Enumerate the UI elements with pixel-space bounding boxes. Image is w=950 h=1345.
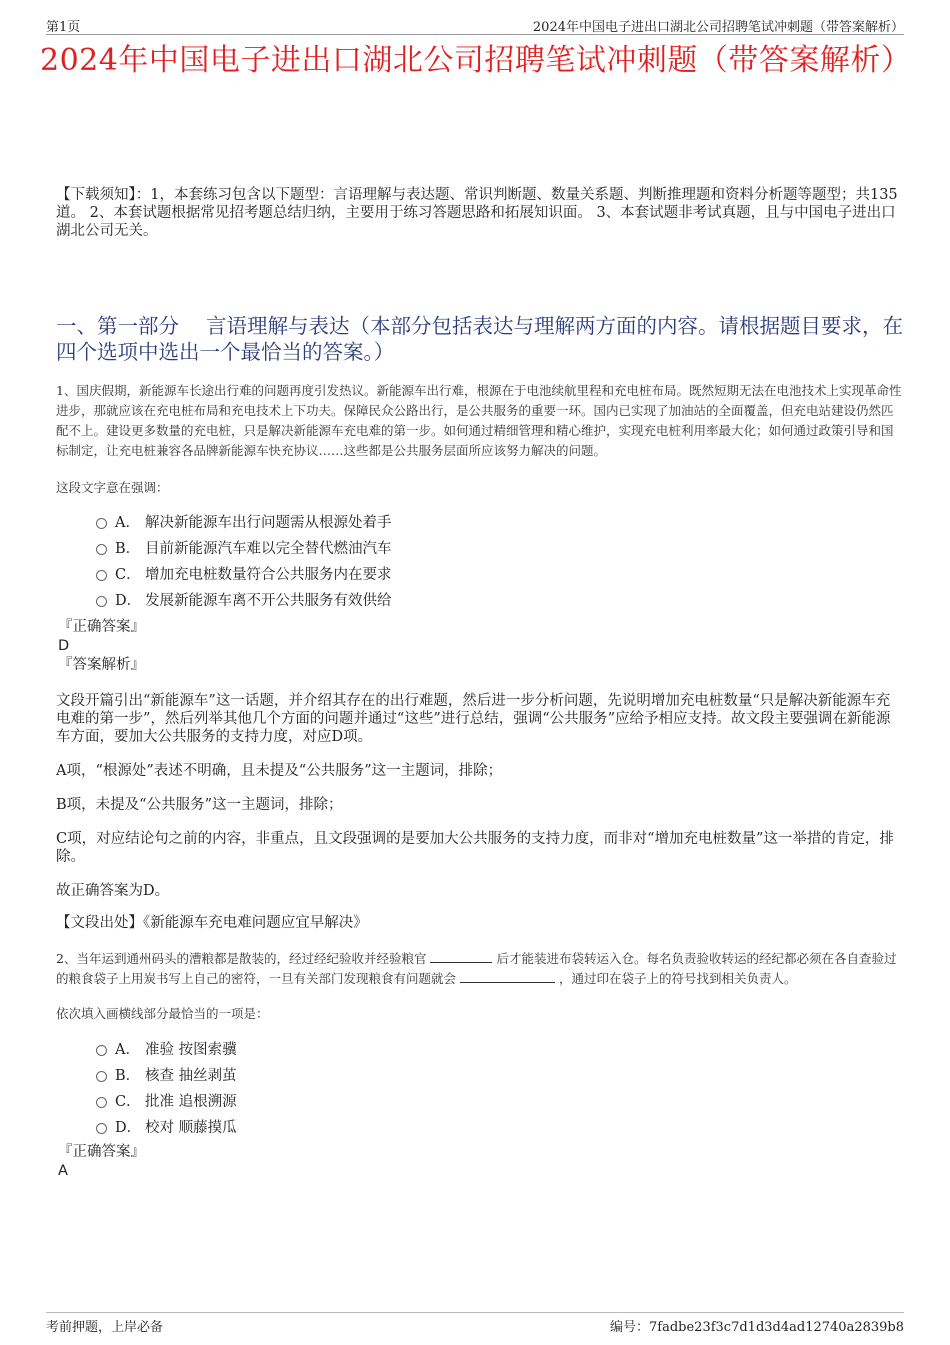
answer-value: A [58, 1163, 68, 1179]
question-2-text: 2、当年运到通州码头的漕粮都是散装的，经过经纪验收并经验粮官 后才能装进布袋转运入仓。每名负责验收转运的经纪都必须在各自查验过的粮食袋子上用炭书写上自己的密符，一旦有关部门发现粮食有问题就会 ，通过印在袋子上的符号找到相关负责人。 [56, 951, 897, 986]
radio-icon[interactable] [96, 1071, 107, 1082]
question-2-answer-block [58, 1143, 145, 1181]
question-1-option-b[interactable]: B． 目前新能源汽车难以完全替代燃油汽车 [96, 534, 392, 560]
answer-label: 『正确答案』 [58, 1144, 145, 1160]
answer-value: D [58, 638, 70, 654]
question-2-options [96, 1035, 237, 1139]
analysis-paragraph-4: C项，对应结论句之前的内容，非重点，且文段强调的是要加大公共服务的支持力度，而非对“增加充电桩数量”这一举措的肯定，排除。 [56, 831, 894, 865]
footer-slogan: 考前押题，上岸必备 [46, 1320, 164, 1335]
question-1-option-d[interactable]: D． 发展新能源车离不开公共服务有效供给 [96, 586, 392, 612]
question-2-option-d[interactable]: D． 校对 顺藤摸瓜 [96, 1113, 237, 1139]
radio-icon[interactable] [96, 1097, 107, 1108]
document-id: 编号：7fadbe23f3c7d1d3d4ad12740a2839b8 [610, 1320, 904, 1335]
question-1-options [96, 508, 392, 612]
page-footer [46, 1312, 904, 1336]
fill-blank-1[interactable] [430, 950, 492, 963]
analysis-paragraph-1: 文段开篇引出“新能源车”这一话题，并介绍其存在的出行难题，然后进一步分析问题，先说明增加充电桩数量“只是解决新能源车充电难的第一步”，然后列举其他几个方面的问题并通过“这些”进行总结，强调“公共服务”应给予相应支持。故文段主要强调在新能源车方面，要加大公共服务的支持力度，对应D项。 [56, 693, 891, 745]
question-2-option-b[interactable]: B． 核查 抽丝剥茧 [96, 1061, 237, 1087]
fill-blank-2[interactable] [460, 970, 555, 983]
question-1-option-a[interactable]: A． 解决新能源车出行问题需从根源处着手 [96, 508, 392, 534]
radio-icon[interactable] [96, 544, 107, 555]
radio-icon[interactable] [96, 1045, 107, 1056]
radio-icon[interactable] [96, 570, 107, 581]
analysis-conclusion: 故正确答案为D。 [56, 883, 170, 899]
question-2-prompt: 依次填入画横线部分最恰当的一项是： [56, 1006, 269, 1021]
question-1-prompt: 这段文字意在强调： [56, 480, 169, 495]
question-1-answer-block [58, 618, 145, 675]
header-doc-title: 2024年中国电子进出口湖北公司招聘笔试冲刺题（带答案解析） [532, 20, 904, 35]
radio-icon[interactable] [96, 518, 107, 529]
page-header [46, 14, 904, 35]
passage-source: 【文段出处】《新能源车充电难问题应宜早解决》 [56, 915, 368, 931]
question-1-text: 1、国庆假期，新能源车长途出行难的问题再度引发热议。新能源车出行难，根源在于电池续航里程和充电桩布局。既然短期无法在电池技术上实现革命性进步，那就应该在充电桩布局和充电技术上下功夫。保障民众公路出行，是公共服务的重要一环。国内已实现了加油站的全面覆盖，但充电站建设仍然匹配不上。建设更多数量的充电桩，只是解决新能源车充电难的第一步。如何通过精细管理和精心维护，实现充电桩利用率最大化；如何通过政策引导和国标制定，让充电桩兼容各品牌新能源车快充协议……这些都是公共服务层面所应该努力解决的问题。 [56, 383, 902, 458]
section-heading: 一、第一部分 言语理解与表达（本部分包括表达与理解两方面的内容。请根据题目要求，在四个选项中选出一个最恰当的答案。） [56, 314, 904, 364]
question-1-option-c[interactable]: C． 增加充电桩数量符合公共服务内在要求 [96, 560, 392, 586]
document-title: 2024年中国电子进出口湖北公司招聘笔试冲刺题（带答案解析） [40, 43, 912, 78]
question-2-option-a[interactable]: A． 准验 按图索骥 [96, 1035, 237, 1061]
page-number: 第1页 [46, 20, 81, 35]
radio-icon[interactable] [96, 596, 107, 607]
download-notice: 【下载须知】：1，本套练习包含以下题型：言语理解与表达题、常识判断题、数量关系题、判断推理题和资料分析题等题型；共135道。 2、本套试题根据常见招考题总结归纳，主要用于练习答题思路和拓展知识面。 3、本套试题非考试真题，且与中国电子进出口湖北公司无关。 [56, 187, 898, 239]
analysis-label: 『答案解析』 [58, 657, 145, 673]
question-2-option-c[interactable]: C． 批准 追根溯源 [96, 1087, 237, 1113]
analysis-paragraph-2: A项，“根源处”表述不明确，且未提及“公共服务”这一主题词，排除； [56, 763, 503, 779]
analysis-paragraph-3: B项，未提及“公共服务”这一主题词，排除； [56, 797, 343, 813]
answer-label: 『正确答案』 [58, 619, 145, 635]
radio-icon[interactable] [96, 1123, 107, 1134]
